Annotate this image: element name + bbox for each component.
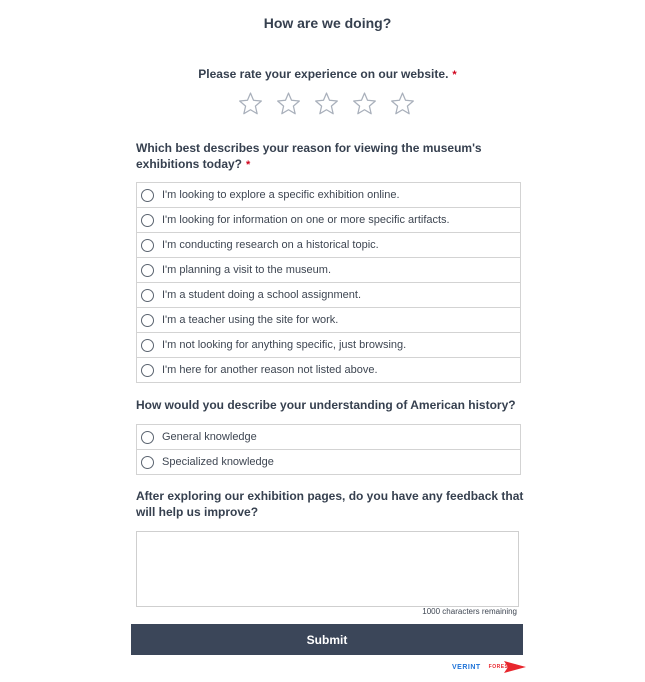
- option-label: Specialized knowledge: [162, 456, 274, 468]
- radio-icon[interactable]: [141, 364, 154, 377]
- option-label: I'm looking to explore a specific exhibition online.: [162, 189, 400, 201]
- rating-question: [0, 67, 645, 81]
- reason-option[interactable]: [137, 208, 520, 233]
- feedback-question: After exploring our exhibition pages, do you have any feedback that will help us improve?: [136, 489, 524, 519]
- verint-logo: VERINT: [452, 663, 481, 671]
- radio-icon[interactable]: [141, 456, 154, 469]
- foresee-logo-text: FORESEE: [488, 664, 517, 670]
- radio-icon[interactable]: [141, 189, 154, 202]
- understanding-option[interactable]: [137, 450, 520, 474]
- star-icon[interactable]: [352, 91, 377, 116]
- brand-footer: [452, 660, 526, 674]
- option-label: I'm not looking for anything specific, just browsing.: [162, 339, 407, 351]
- understanding-question: How would you describe your understanding of American history?: [136, 398, 516, 412]
- feedback-textarea[interactable]: [136, 531, 519, 607]
- star-icon[interactable]: [276, 91, 301, 116]
- option-label: I'm a teacher using the site for work.: [162, 314, 339, 326]
- rating-question-label: Please rate your experience on our website.: [198, 67, 449, 81]
- reason-question: [136, 140, 526, 173]
- reason-option[interactable]: [137, 183, 520, 208]
- option-label: I'm looking for information on one or more specific artifacts.: [162, 214, 450, 226]
- understanding-option[interactable]: [137, 425, 520, 450]
- radio-icon[interactable]: [141, 239, 154, 252]
- radio-icon[interactable]: [141, 339, 154, 352]
- option-label: I'm conducting research on a historical topic.: [162, 239, 379, 251]
- option-label: General knowledge: [162, 431, 257, 443]
- required-marker: *: [246, 159, 251, 171]
- reason-option[interactable]: [137, 333, 520, 358]
- reason-option[interactable]: [137, 358, 520, 382]
- star-icon[interactable]: [238, 91, 263, 116]
- reason-question-label: Which best describes your reason for viewing the museum's exhibitions today?: [136, 141, 482, 171]
- required-marker: *: [452, 69, 457, 81]
- reason-option[interactable]: [137, 283, 520, 308]
- radio-icon[interactable]: [141, 214, 154, 227]
- star-icon[interactable]: [390, 91, 415, 116]
- reason-option[interactable]: [137, 233, 520, 258]
- option-label: I'm here for another reason not listed above.: [162, 364, 378, 376]
- star-icon[interactable]: [314, 91, 339, 116]
- understanding-options: [136, 424, 521, 475]
- radio-icon[interactable]: [141, 314, 154, 327]
- radio-icon[interactable]: [141, 289, 154, 302]
- submit-button[interactable]: Submit: [131, 624, 523, 655]
- foresee-logo: [489, 660, 526, 674]
- option-label: I'm a student doing a school assignment.: [162, 289, 361, 301]
- character-counter: 1000 characters remaining: [422, 607, 517, 616]
- radio-icon[interactable]: [141, 264, 154, 277]
- star-rating: [238, 91, 415, 116]
- survey-title: How are we doing?: [263, 15, 392, 31]
- reason-option[interactable]: [137, 308, 520, 333]
- reason-options: [136, 182, 521, 383]
- option-label: I'm planning a visit to the museum.: [162, 264, 332, 276]
- radio-icon[interactable]: [141, 431, 154, 444]
- reason-option[interactable]: [137, 258, 520, 283]
